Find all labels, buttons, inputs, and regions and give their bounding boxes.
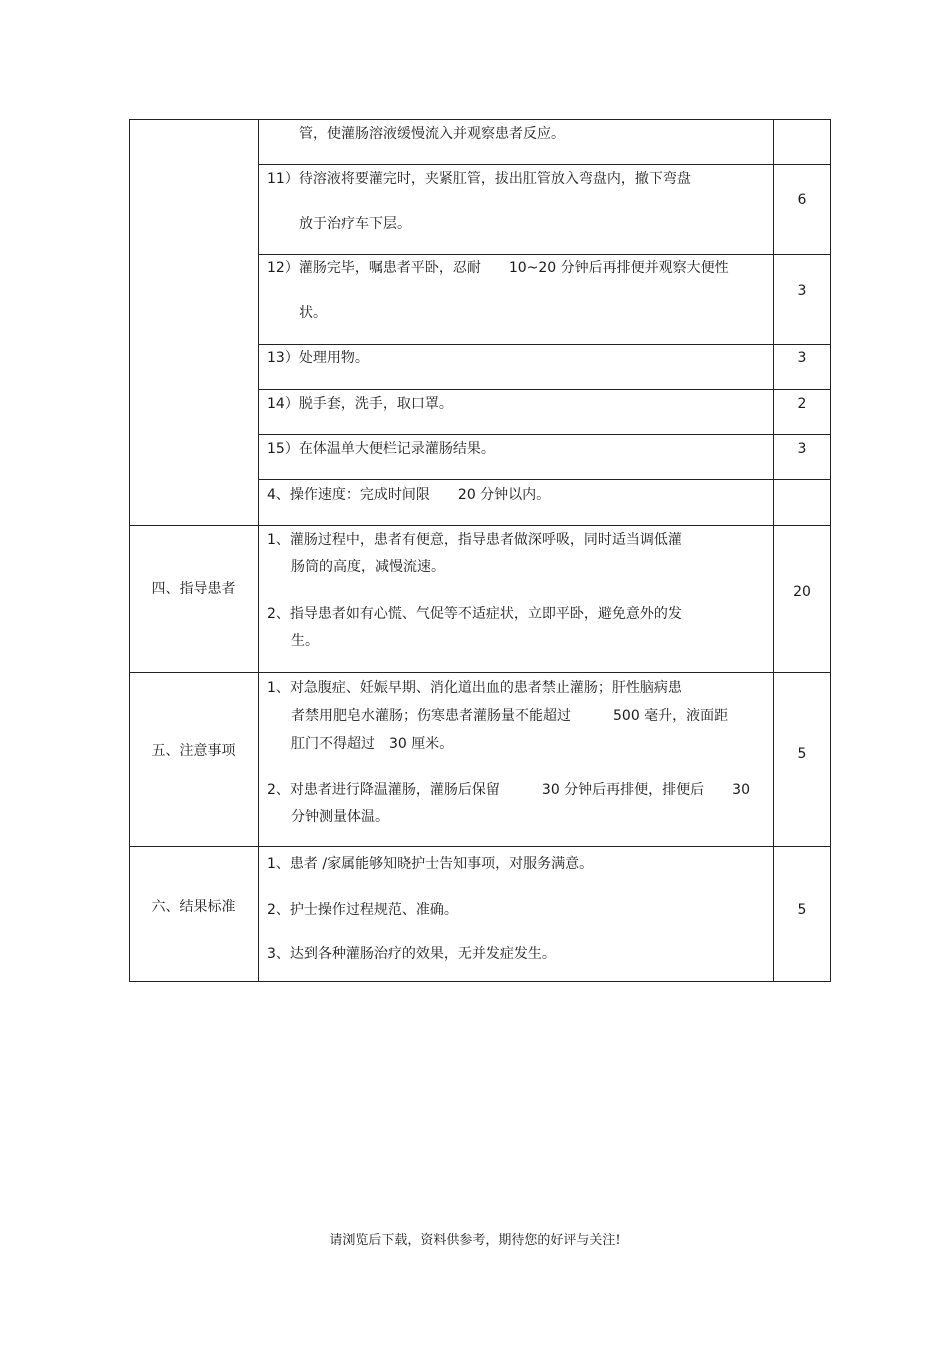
score-cell: 2: [797, 396, 807, 412]
section-text: 者禁用肥皂水灌肠；伤寒患者灌肠量不能超过 500 毫升，液面距: [291, 708, 729, 724]
section-divider: [129, 525, 831, 526]
step-text: 状。: [299, 305, 327, 321]
table-border-left: [129, 119, 130, 982]
table-divider-score: [773, 119, 774, 982]
section-text: 肠筒的高度，减慢流速。: [291, 559, 445, 575]
section-title: 五、注意事项: [151, 743, 236, 759]
score-cell: 3: [797, 441, 807, 457]
step-text: 15）在体温单大便栏记录灌肠结果。: [267, 441, 495, 457]
scoring-table: [129, 119, 831, 982]
section-text: 生。: [291, 633, 319, 649]
section-title: 六、结果标准: [151, 899, 236, 915]
section-text: 3、达到各种灌肠治疗的效果，无并发症发生。: [267, 946, 556, 962]
step-text: 管，使灌肠溶液缓慢流入并观察患者反应。: [299, 126, 565, 142]
row-divider: [258, 479, 831, 480]
table-border-bottom: [129, 981, 831, 982]
step-text: 13）处理用物。: [267, 350, 369, 366]
section-text: 1、灌肠过程中，患者有便意，指导患者做深呼吸，同时适当调低灌: [267, 532, 682, 548]
step-text: 4、操作速度：完成时间限 20 分钟以内。: [267, 487, 551, 503]
score-cell: 3: [797, 283, 807, 299]
section-text: 2、指导患者如有心慌、气促等不适症状，立即平卧，避免意外的发: [267, 606, 682, 622]
row-divider: [258, 344, 831, 345]
table-border-top: [129, 119, 831, 120]
section-text: 分钟测量体温。: [291, 809, 389, 825]
row-divider: [258, 389, 831, 390]
section-divider: [129, 846, 831, 847]
section-text: 2、护士操作过程规范、准确。: [267, 902, 458, 918]
section-text: 1、对急腹症、妊娠早期、消化道出血的患者禁止灌肠；肝性脑病患: [267, 680, 682, 696]
table-border-right: [830, 119, 831, 982]
section-divider: [129, 672, 831, 673]
row-divider: [258, 434, 831, 435]
score-cell: 20: [793, 584, 811, 600]
step-text: 14）脱手套，洗手，取口罩。: [267, 396, 453, 412]
row-divider: [258, 164, 831, 165]
score-cell: 3: [797, 350, 807, 366]
section-title: 四、指导患者: [151, 581, 236, 597]
page-footer: 请浏览后下载，资料供参考，期待您的好评与关注!: [329, 1233, 621, 1248]
row-divider: [258, 254, 831, 255]
step-text: 11）待溶液将要灌完时，夹紧肛管，拔出肛管放入弯盘内，撤下弯盘: [267, 171, 691, 187]
step-text: 放于治疗车下层。: [299, 216, 411, 232]
section-text: 1、患者 /家属能够知晓护士告知事项，对服务满意。: [267, 856, 594, 872]
score-cell: 5: [797, 902, 807, 918]
step-text: 12）灌肠完毕，嘱患者平卧，忍耐 10~20 分钟后再排便并观察大便性: [267, 260, 729, 276]
section-text: 肛门不得超过 30 厘米。: [291, 736, 454, 752]
table-divider-title: [258, 119, 259, 982]
score-cell: 5: [797, 746, 807, 762]
score-cell: 6: [797, 192, 807, 208]
section-text: 2、对患者进行降温灌肠，灌肠后保留 30 分钟后再排便，排便后 30: [267, 782, 750, 798]
